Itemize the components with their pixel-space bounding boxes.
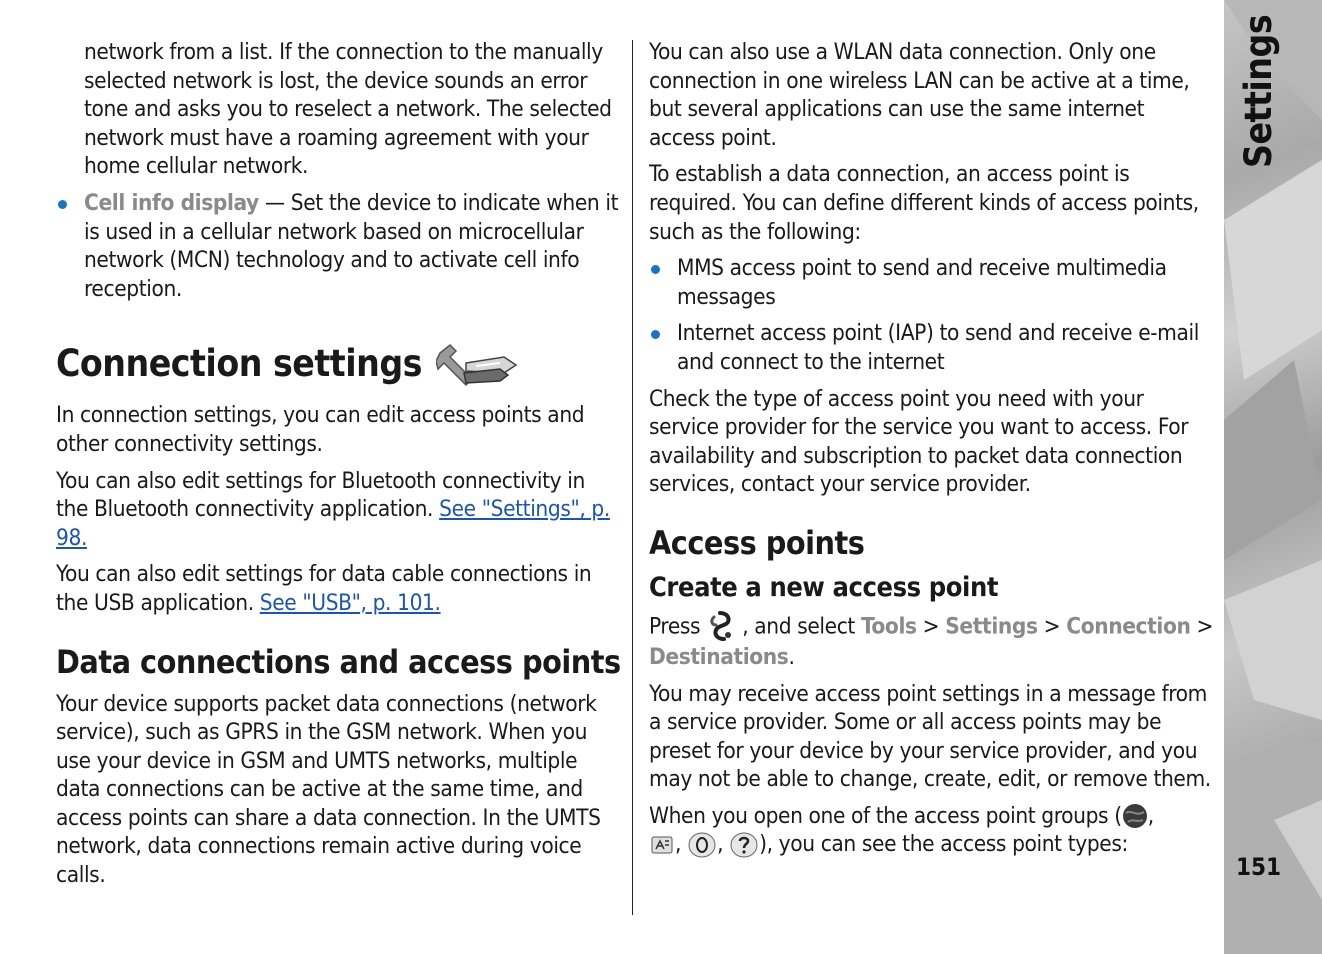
punctuation: , <box>1147 802 1154 829</box>
paragraph-text: ), you can see the access point types: <box>759 831 1128 858</box>
continued-paragraph: network from a list. If the connection to the manually selected network is lost, the device sounds an error tone and asks you to reselect a network. The selected network must have a roaming agreement with your home cellular network. <box>84 39 612 180</box>
paragraph: Your device supports packet data connections (network service), such as GPRS in the GSM network. When you use your device in GSM and UMTS networks, multiple data connections can be active at the same time, and access points can share a data connection. In the UMTS network, data connections remain active during voice calls. <box>56 690 601 889</box>
bullet-list <box>649 254 1215 376</box>
left-column <box>56 38 622 898</box>
menu-separator: > <box>1190 613 1214 640</box>
paragraph-text: When you open one of the access point groups ( <box>649 802 1122 829</box>
instruction-paragraph <box>649 611 1215 672</box>
section-heading-access-points: Access points <box>649 523 865 562</box>
paragraph <box>56 560 622 617</box>
list-item <box>649 254 1215 311</box>
paragraph: You may receive access point settings in a message from a service provider. Some or all access points may be preset for your device by your service provider, and you may not be able to change, create, edit, or remove them. <box>649 680 1211 793</box>
menu-option-settings: Settings <box>945 613 1038 640</box>
paragraph: You can also use a WLAN data connection. Only one connection in one wireless LAN can be active at a time, but several applications can use the same internet access point. <box>649 39 1190 151</box>
tools-wrench-icon <box>436 339 518 389</box>
column-divider <box>632 40 633 915</box>
menu-separator: > <box>1037 613 1067 640</box>
bullet-list <box>56 189 622 303</box>
link-see-usb[interactable]: See "USB", p. 101. <box>259 589 441 616</box>
link-see-settings[interactable]: See "Settings", p. 98. <box>56 496 610 551</box>
bullet-text: — Set the device to indicate when it is used in a cellular network based on microcellular network (MCN) technology and to activate cell info reception. <box>84 189 619 302</box>
punctuation: , <box>675 831 682 858</box>
list-item <box>649 319 1215 376</box>
paragraph: Check the type of access point you need with your service provider for the service you want to access. For availability and subscription to packet data connection services, contact your service provider. <box>649 385 1189 498</box>
menu-key-icon <box>706 611 736 643</box>
bullet-icon <box>58 200 67 209</box>
uncategorised-group-icon <box>729 832 759 858</box>
paragraph: In connection settings, you can edit access points and other connectivity settings. <box>56 402 585 457</box>
page-number: 151 <box>1236 853 1282 881</box>
section-heading-connection-settings <box>56 339 622 389</box>
punctuation: , <box>717 831 724 858</box>
mms-group-icon <box>687 832 717 858</box>
paragraph-text: You can also edit settings for data cable connections in the USB application. <box>56 561 592 616</box>
bullet-text: MMS access point to send and receive multimedia messages <box>677 255 1167 310</box>
bullet-icon <box>651 330 660 339</box>
subheading-create-access-point: Create a new access point <box>649 571 999 603</box>
sidebar-chapter-title: Settings <box>1237 14 1280 168</box>
menu-option-connection: Connection <box>1066 613 1191 640</box>
menu-separator: > <box>916 613 946 640</box>
instruction-text: Press <box>649 613 701 640</box>
paragraph: To establish a data connection, an access point is required. You can define different kinds of access points, such as the following: <box>649 161 1199 245</box>
instruction-text: , and select <box>736 613 861 640</box>
menu-option-destinations: Destinations <box>649 643 789 670</box>
paragraph <box>56 467 622 553</box>
bullet-icon <box>651 265 660 274</box>
punctuation: . <box>788 643 795 670</box>
globe-group-icon <box>1122 803 1148 829</box>
bullet-text: Internet access point (IAP) to send and receive e-mail and connect to the internet <box>677 320 1199 375</box>
menu-option-cell-info-display: Cell info display <box>84 189 259 216</box>
paragraph-text: You can also edit settings for Bluetooth connectivity in the Bluetooth connectivity application. <box>56 467 585 523</box>
list-item <box>56 189 622 303</box>
right-column <box>649 38 1215 867</box>
section-heading-data-connections: Data connections and access points <box>56 642 621 681</box>
heading-text: Connection settings <box>56 342 422 386</box>
menu-option-tools: Tools <box>861 613 917 640</box>
internet-group-icon <box>649 832 675 858</box>
paragraph <box>649 802 1215 859</box>
